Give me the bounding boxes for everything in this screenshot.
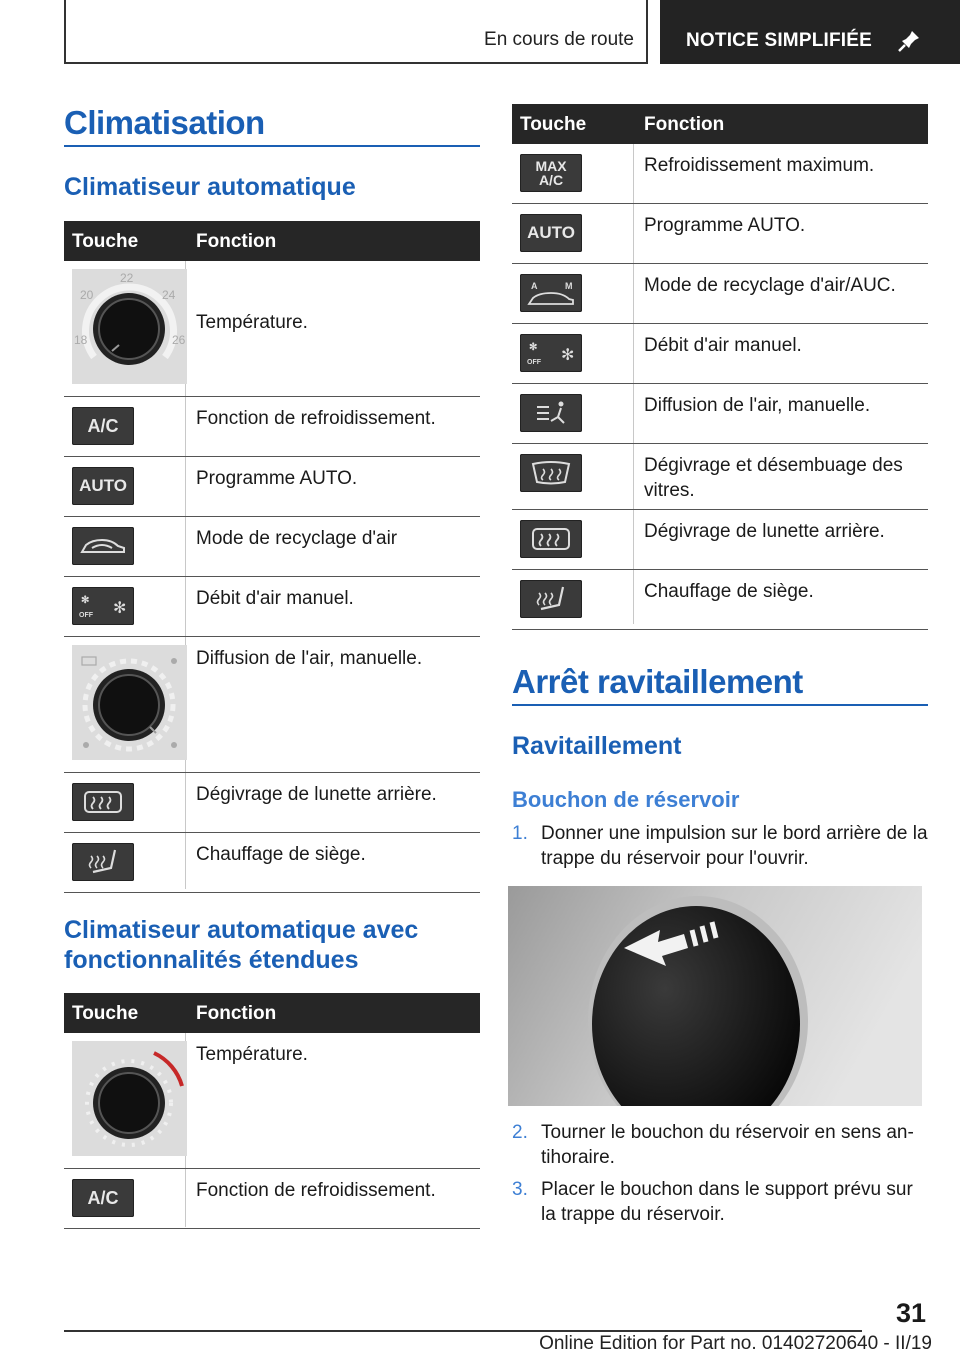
footer-edition: Online Edition for Part no. 01402720640 - II/19 [539,1333,932,1354]
header-section-title: En cours de route [484,29,634,50]
col-fonction: Fonction [644,114,725,135]
subtitle-climatiseur-etendu [64,915,418,975]
table-row [64,517,480,577]
row-text: Programme AUTO. [196,468,358,489]
air-distribution-knob-icon [72,645,187,760]
table-row [512,384,928,444]
row-text: Chauffage de siège. [644,581,814,602]
col-touche: Touche [72,1003,139,1024]
page-number: 31 [895,1298,926,1328]
knob-label: 24 [162,288,176,302]
title-rule [64,145,480,147]
ac-key-icon: A/C [72,1179,134,1217]
section-title-arret-ravitaillement: Arrêt ravitaillement [512,663,803,700]
table-header [64,221,480,261]
table-right [512,104,928,630]
row-text: Refroidissement maximum. [644,155,875,176]
row-text: Mode de recyclage d'air [196,528,398,549]
recirculation-key-icon [72,527,134,565]
pin-icon [896,28,922,54]
svg-text:A: A [531,281,538,291]
svg-text:M: M [565,281,573,291]
table-row [512,264,928,324]
rear-defrost-key-icon [72,783,134,821]
row-text: Diffusion de l'air, manuelle. [644,395,871,416]
list-item: 3. Placer le bouchon dans le support prévu sur la trappe du réservoir. [512,1179,913,1225]
auto-key-icon: AUTO [520,214,582,252]
row-text: Dégivrage de lunette arrière. [644,521,885,542]
air-distribution-key-icon [520,394,582,432]
table-climatiseur-etendu [64,993,480,1229]
table-row [64,773,480,833]
row-text: Température. [196,312,308,333]
table-row [512,144,928,204]
temperature-knob-icon [72,269,187,384]
list-item: 2. Tourner le bouchon du réservoir en sens an- tihoraire. [512,1122,914,1168]
table-row [512,570,928,630]
svg-text:✻: ✻ [113,598,127,617]
row-text: Fonction de refroidissement. [196,408,436,429]
row-text: Chauffage de siège. [196,844,366,865]
svg-text:✻: ✻ [561,345,575,364]
fan-key-icon [72,587,134,625]
col-touche: Touche [72,231,139,252]
table-row [64,1033,480,1169]
subtitle-climatiseur-automatique: Climatiseur automatique [64,173,356,201]
col-fonction: Fonction [196,231,277,252]
row-text: Dégivrage et désembuage des vitres. [644,455,903,501]
table-row [512,510,928,570]
footer-rule [64,1330,862,1332]
header-chapter-title: NOTICE SIMPLIFIÉE [686,30,873,51]
subtitle-line: Climatiseur automatique avec [64,916,419,944]
subtitle-ravitaillement: Ravitaillement [512,732,682,760]
table-header [512,104,928,144]
col-touche: Touche [520,114,587,135]
knob-label: 20 [80,288,94,302]
row-text: Débit d'air manuel. [196,588,354,609]
row-text: Débit d'air manuel. [644,335,802,356]
table-climatiseur-automatique [64,221,480,893]
row-text: Programme AUTO. [644,215,806,236]
table-row [512,204,928,264]
fan-key-icon [520,334,582,372]
title-rule [512,704,928,706]
rear-defrost-key-icon [520,520,582,558]
temperature-knob-icon [72,1041,187,1156]
subtitle-bouchon-reservoir: Bouchon de réservoir [512,787,740,812]
table-row [512,444,928,510]
header-section-box [64,0,648,64]
auto-key-icon: AUTO [72,467,134,505]
table-header [64,993,480,1033]
table-row [64,397,480,457]
svg-text:OFF: OFF [527,359,541,366]
subtitle-line: fonctionnalités étendues [64,946,359,974]
section-title-climatisation: Climatisation [64,104,265,141]
svg-text:✻: ✻ [81,595,90,606]
row-text: Diffusion de l'air, manuelle. [196,648,423,669]
max-ac-key-icon: MAX A/C [520,154,582,192]
row-text: Fonction de refroidissement. [196,1180,436,1201]
svg-text:✻: ✻ [529,342,538,353]
ac-key-icon: A/C [72,407,134,445]
fuel-cap-photo [508,886,922,1106]
windshield-defrost-key-icon [520,454,582,492]
row-text: Mode de recyclage d'air/AUC. [644,275,896,296]
table-row [64,261,480,397]
row-text: Température. [196,1044,308,1065]
row-text: Dégivrage de lunette arrière. [196,784,437,805]
svg-text:OFF: OFF [79,612,93,619]
recirculation-auc-key-icon [520,274,582,312]
table-row [512,324,928,384]
header-chapter-box [660,0,960,64]
table-row [64,1169,480,1229]
table-row [64,577,480,637]
list-item: 1. Donner une impulsion sur le bord arrière de la trappe du réservoir pour l'ouvrir. [512,823,928,869]
table-row [64,637,480,773]
knob-label: 26 [172,333,186,347]
knob-label: 22 [120,271,134,285]
col-fonction: Fonction [196,1003,277,1024]
seat-heating-key-icon [520,580,582,618]
knob-label: 18 [74,333,88,347]
seat-heating-key-icon [72,843,134,881]
table-row [64,457,480,517]
table-row [64,833,480,893]
